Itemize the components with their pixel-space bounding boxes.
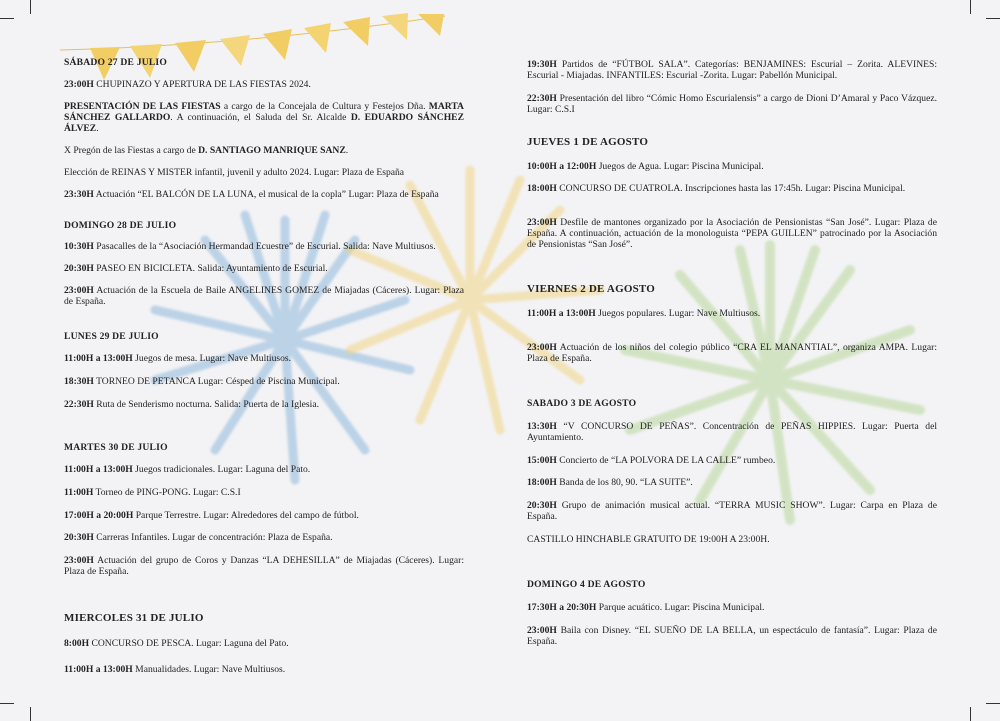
- day-heading: MIERCOLES 31 DE JULIO: [64, 612, 204, 624]
- event: 22:30H Presentación del libro “Cómic Homo Escurialensis” a cargo de Dioni D’Amaral y Paco Vázquez. Lugar: C.S.I: [527, 93, 937, 115]
- event: 17:00H a 20:00H Parque Terrestre. Lugar: Alrededores del campo de fútbol.: [64, 510, 359, 521]
- event: 23:00H CHUPINAZO Y APERTURA DE LAS FIESTAS 2024.: [64, 79, 311, 90]
- day-heading: MARTES 30 DE JULIO: [64, 442, 168, 453]
- crop-mark: [986, 703, 1000, 704]
- event: 20:30H PASEO EN BICICLETA. Salida: Ayuntamiento de Escurial.: [64, 263, 328, 274]
- day-heading: SÁBADO 27 DE JULIO: [64, 57, 168, 68]
- day-heading: DOMINGO 4 DE AGOSTO: [527, 579, 646, 590]
- event: 8:00H CONCURSO DE PESCA. Lugar: Laguna del Pato.: [64, 638, 289, 649]
- event: 15:00H Concierto de “LA POLVORA DE LA CALLE” rumbeo.: [527, 455, 776, 466]
- event: 23:00H Baila con Disney. “EL SUEÑO DE LA BELLA, un espectáculo de fantasía”. Lugar: Plaza de España.: [527, 625, 937, 647]
- event: 11:00H Torneo de PING-PONG. Lugar: C.S.I: [64, 487, 241, 498]
- event: 19:30H Partidos de “FÚTBOL SALA”. Categorías: BENJAMINES: Escurial – Zorita. ALEVINES: Escurial - Miajadas. INFANTILES: Escurial -Zorita. Lugar: Pabellón Municipal.: [527, 59, 937, 81]
- day-heading: SABADO 3 DE AGOSTO: [527, 398, 637, 409]
- event: 11:00H a 13:00H Juegos de mesa. Lugar: Nave Multiusos.: [64, 353, 292, 364]
- crop-mark: [0, 703, 14, 704]
- day-heading: JUEVES 1 DE AGOSTO: [527, 136, 649, 148]
- event: 11:00H a 13:00H Juegos populares. Lugar: Nave Multiusos.: [527, 308, 761, 319]
- event: 23:00H Desfile de mantones organizado por la Asociación de Pensionistas “San José”. Lugar: Plaza de España. A continuación, actuación de la monologuista “PEPA GUILLEN” patrocinado por la Asociación de Pensionistas “San José”.: [527, 217, 937, 250]
- event: 11:00H a 13:00H Manualidades. Lugar: Nave Multiusos.: [64, 664, 286, 675]
- crop-mark: [970, 0, 971, 14]
- event: 17:30H a 20:30H Parque acuático. Lugar: Piscina Municipal.: [527, 602, 765, 613]
- crop-mark: [30, 707, 31, 721]
- event: 18:00H Banda de los 80, 90. “LA SUITE”.: [527, 477, 693, 488]
- day-heading: VIERNES 2 DE AGOSTO: [527, 283, 655, 295]
- crop-mark: [970, 707, 971, 721]
- event: 23:00H Actuación de los niños del colegio público “CRA EL MANANTIAL”, organiza AMPA. Lugar: Plaza de España.: [527, 342, 937, 364]
- event: 11:00H a 13:00H Juegos tradicionales. Lugar: Laguna del Pato.: [64, 464, 311, 475]
- event: 20:30H Carreras Infantiles. Lugar de concentración: Plaza de España.: [64, 532, 333, 543]
- crop-mark: [986, 18, 1000, 19]
- event: 18:30H TORNEO DE PETANCA Lugar: Césped de Piscina Municipal.: [64, 376, 340, 387]
- event: 18:00H CONCURSO DE CUATROLA. Inscripciones hasta las 17:45h. Lugar: Piscina Municipal.: [527, 183, 906, 194]
- event: 20:30H Grupo de animación musical actual. “TERRA MUSIC SHOW”. Lugar: Carpa en Plaza de España.: [527, 500, 937, 522]
- event: CASTILLO HINCHABLE GRATUITO DE 19:00H A 23:00H.: [527, 534, 770, 545]
- crop-mark: [0, 18, 14, 19]
- event: 13:30H “V CONCURSO DE PEÑAS”. Concentración de PEÑAS HIPPIES. Lugar: Puerta del Ayuntamiento.: [527, 421, 937, 443]
- event: X Pregón de las Fiestas a cargo de D. SANTIAGO MANRIQUE SANZ.: [64, 145, 349, 156]
- event: PRESENTACIÓN DE LAS FIESTAS a cargo de la Concejala de Cultura y Festejos Dña. MARTA SÁNCHEZ GALLARDO. A continuación, el Saluda del Sr. Alcalde D. EDUARDO SÁNCHEZ ÁLVEZ.: [64, 101, 464, 134]
- bunting-flags-icon: [60, 13, 445, 80]
- event: 10:00H a 12:00H Juegos de Agua. Lugar: Piscina Municipal.: [527, 161, 764, 172]
- event: 23:00H Actuación de la Escuela de Baile ANGELINES GOMEZ de Miajadas (Cáceres). Lugar: Plaza de España.: [64, 285, 464, 307]
- event: 23:30H Actuación “EL BALCÓN DE LA LUNA, el musical de la copla” Lugar: Plaza de España: [64, 189, 439, 200]
- day-heading: LUNES 29 DE JULIO: [64, 331, 159, 342]
- day-heading: DOMINGO 28 DE JULIO: [64, 220, 177, 231]
- event: Elección de REINAS Y MISTER infantil, juvenil y adulto 2024. Lugar: Plaza de España: [64, 167, 405, 178]
- event: 10:30H Pasacalles de la “Asociación Hermandad Ecuestre” de Escurial. Salida: Nave Multiusos.: [64, 241, 436, 252]
- event: 23:00H Actuación del grupo de Coros y Danzas “LA DEHESILLA” de Miajadas (Cáceres). Lugar: Plaza de España.: [64, 555, 464, 577]
- crop-mark: [30, 0, 31, 14]
- event: 22:30H Ruta de Senderismo nocturna. Salida: Puerta de la Iglesia.: [64, 399, 319, 410]
